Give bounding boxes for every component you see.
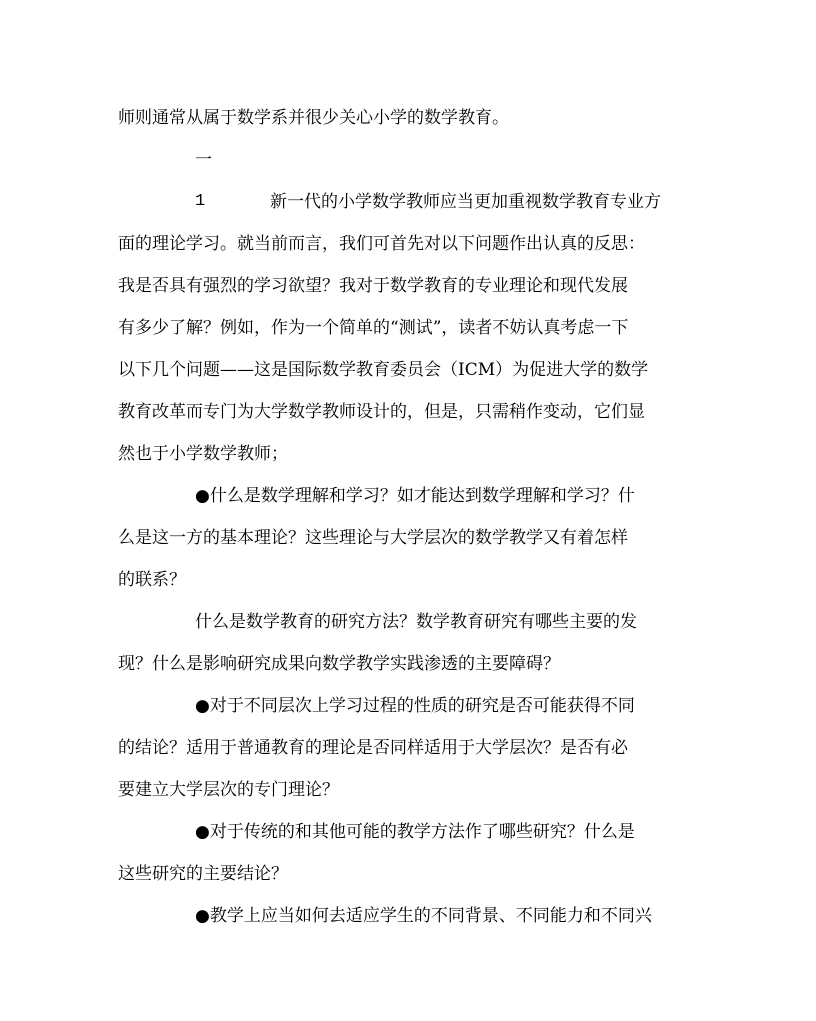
text-line: 要建立大学层次的专门理论？ — [118, 780, 339, 800]
bullet-line: ●对于传统的和其他可能的教学方法作了哪些研究？什么是 — [195, 822, 635, 842]
text-line: 现？什么是影响研究成果向数学教学实践渗透的主要障碍？ — [118, 654, 560, 674]
text-line: 以下几个问题——这是国际数学教育委员会（ICM）为促进大学的数学 — [118, 360, 649, 380]
text-line: 师则通常从属于数学系并很少关心小学的数学教育。 — [118, 108, 509, 128]
text-line: 的联系？ — [118, 570, 186, 590]
text-line: 我是否具有强烈的学习欲望？我对于数学教育的专业理论和现代发展 — [118, 276, 628, 296]
text-line: 的结论？适用于普通教育的理论是否同样适用于大学层次？是否有必 — [118, 738, 628, 758]
paragraph-line: 什么是数学教育的研究方法？数学教育研究有哪些主要的发 — [195, 612, 637, 632]
section-marker: 一 — [195, 150, 212, 170]
list-number: 1 — [195, 192, 206, 211]
bullet-line: ●教学上应当如何去适应学生的不同背景、不同能力和不同兴 — [195, 906, 652, 926]
text-line: 有多少了解？例如，作为一个简单的“测试”，读者不妨认真考虑一下 — [118, 318, 629, 338]
text-line: 么是这一方的基本理论？这些理论与大学层次的数学教学又有着怎样 — [118, 528, 628, 548]
text-line: 新一代的小学数学教师应当更加重视数学教育专业方 — [270, 192, 661, 212]
text-line: 然也于小学数学教师； — [118, 444, 288, 464]
bullet-line: ●对于不同层次上学习过程的性质的研究是否可能获得不同 — [195, 696, 635, 716]
text-line: 面的理论学习。就当前而言，我们可首先对以下问题作出认真的反思： — [118, 234, 645, 254]
bullet-line: ●什么是数学理解和学习？如才能达到数学理解和学习？什 — [195, 486, 635, 506]
text-line: 教育改革而专门为大学数学教师设计的，但是，只需稍作变动，它们显 — [118, 402, 645, 422]
text-line: 这些研究的主要结论？ — [118, 864, 288, 884]
